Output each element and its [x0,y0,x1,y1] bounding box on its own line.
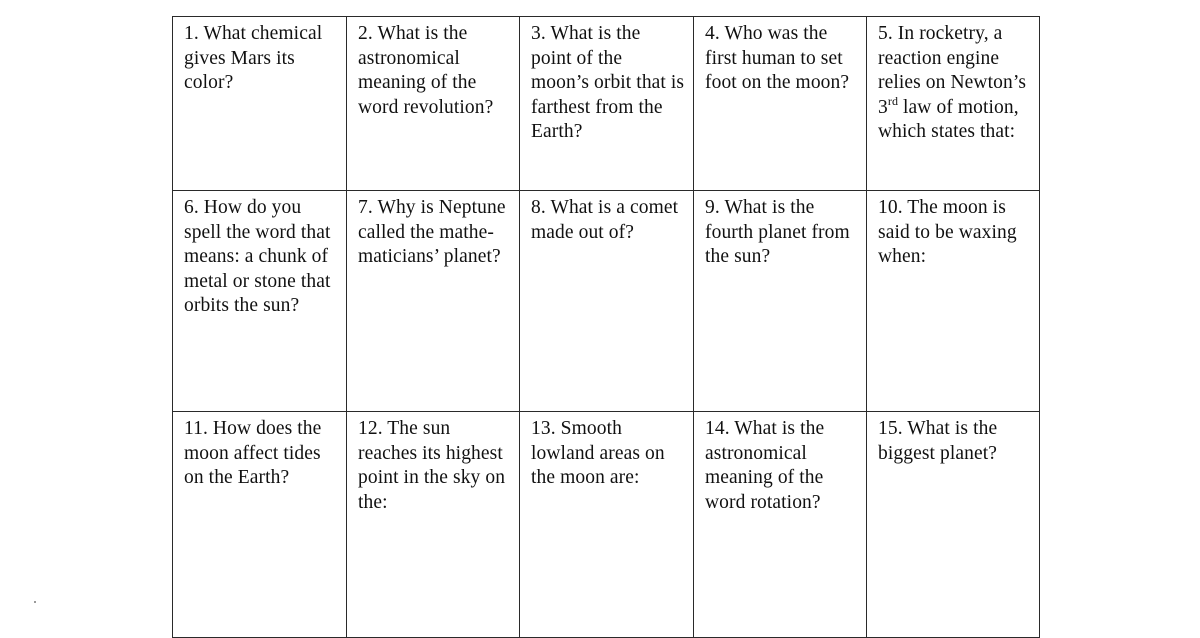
question-cell-1: 1. What chemical gives Mars its color? [173,17,347,191]
question-cell-5: 5. In rocketry, a reaction engine relies on Newton’s 3rd law of motion, which states that: [867,17,1040,191]
question-row-1 [173,17,1040,191]
question-cell-14: 14. What is the astronomical meaning of the word rotation? [694,412,867,638]
question-cell-8: 8. What is a comet made out of? [520,191,694,412]
question-row-2 [173,191,1040,412]
scan-speck [34,601,36,603]
question-cell-3: 3. What is the point of the moon’s orbit that is farthest from the Earth? [520,17,694,191]
question-cell-12: 12. The sun reaches its highest point in the sky on the: [347,412,520,638]
question-cell-2: 2. What is the astronomical meaning of the word revolution? [347,17,520,191]
question-cell-15: 15. What is the biggest planet? [867,412,1040,638]
ordinal-superscript: rd [887,93,899,108]
question-cell-7: 7. Why is Neptune called the mathe-maticians’ planet? [347,191,520,412]
question-row-3 [173,412,1040,638]
question-cell-4: 4. Who was the first human to set foot on the moon? [694,17,867,191]
question-cell-9: 9. What is the fourth planet from the sun? [694,191,867,412]
question-cell-11: 11. How does the moon affect tides on the Earth? [173,412,347,638]
question-cell-10: 10. The moon is said to be waxing when: [867,191,1040,412]
question-grid [172,16,1040,638]
question-cell-6: 6. How do you spell the word that means: a chunk of metal or stone that orbits the sun? [173,191,347,412]
question-cell-13: 13. Smooth lowland areas on the moon are: [520,412,694,638]
